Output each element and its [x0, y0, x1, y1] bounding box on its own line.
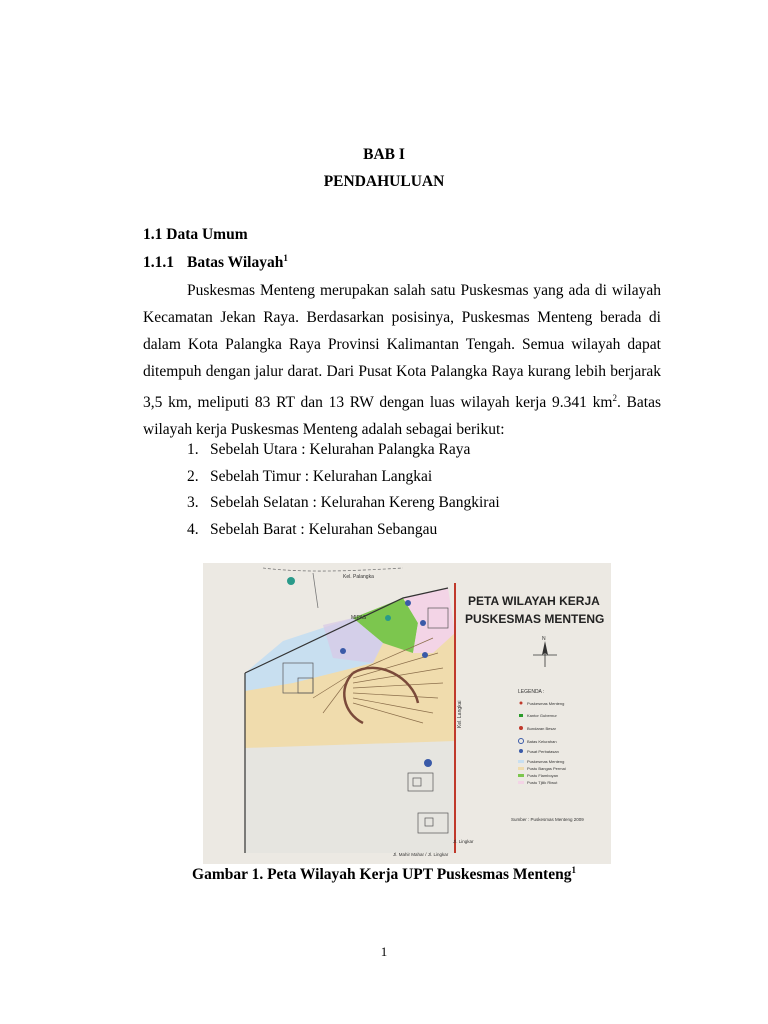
road-label: Kel. Langkai — [457, 700, 463, 728]
road-label: Kel. Palangka — [343, 574, 374, 580]
subsection-heading — [143, 253, 288, 272]
caption-text: Gambar 1. Peta Wilayah Kerja UPT Puskesmas Menteng — [192, 866, 572, 884]
page-number: 1 — [380, 944, 388, 959]
map-figure — [203, 563, 611, 864]
boundary-list — [187, 437, 500, 543]
svg-text:Sumber : Puskesmas Menteng 200: Sumber : Puskesmas Menteng 2009 — [511, 817, 584, 822]
superscript: 2 — [612, 393, 617, 403]
subsection-number: 1.1.1 — [143, 254, 174, 272]
svg-text:Bundaran Besar: Bundaran Besar — [527, 726, 556, 731]
section-number: 1.1 — [143, 226, 163, 243]
svg-text:Pusat Perbatasan: Pusat Perbatasan — [527, 749, 559, 754]
list-item: 3. Sebelah Selatan : Kelurahan Kereng Bangkirai — [187, 494, 500, 511]
paragraph-text-end: . Batas wilayah kerja Puskesmas Menteng adalah sebagai berikut: — [143, 394, 661, 439]
map-title-2: PUSKESMAS MENTENG — [465, 612, 605, 626]
caption-footnote: 1 — [571, 865, 576, 875]
road-label: Jl. Lingkar — [453, 839, 474, 844]
svg-text:N: N — [542, 636, 546, 642]
svg-text:Pustu Tjilik Riwut: Pustu Tjilik Riwut — [527, 780, 558, 785]
road-label: Jl. Mahir Mahar / Jl. Lingkar — [393, 852, 449, 857]
figure-caption — [0, 865, 768, 884]
road-label: MIPAS — [351, 615, 367, 621]
svg-text:Puskesmas Menteng: Puskesmas Menteng — [527, 759, 565, 764]
svg-text:Puskesmas Menteng: Puskesmas Menteng — [527, 701, 565, 706]
list-item: 4. Sebelah Barat : Kelurahan Sebangau — [187, 520, 438, 538]
svg-text:Pustu Flamboyan: Pustu Flamboyan — [527, 773, 559, 778]
region-south — [245, 738, 455, 853]
map-image — [203, 563, 611, 864]
list-item: 1. Sebelah Utara : Kelurahan Palangka Raya — [187, 441, 471, 458]
svg-text:Batas Kelurahan: Batas Kelurahan — [527, 739, 557, 744]
body-paragraph — [143, 277, 661, 443]
svg-text:LEGENDA :: LEGENDA : — [518, 689, 545, 695]
chapter-number: BAB I — [363, 146, 405, 163]
list-item: 2. Sebelah Timur : Kelurahan Langkai — [187, 467, 433, 485]
map-title-1: PETA WILAYAH KERJA — [468, 594, 600, 608]
svg-text:Kantor Gubernur: Kantor Gubernur — [527, 713, 557, 718]
paragraph-text: Puskesmas Menteng merupakan salah satu Puskesmas yang ada di wilayah Kecamatan Jekan Raya. Berdasarkan posisinya, Puskesmas Menteng berada di dalam Kota Palangka Raya Provinsi Kalimantan Tengah. Semua wilayah dapat ditempuh dengan jalur darat. Dari Pusat Kota Palangka Raya kurang lebih berjarak 3,5 km, meliputi 83 RT dan 13 RW dengan luas wilayah kerja 9.341 km — [143, 282, 661, 412]
section-heading — [143, 226, 248, 244]
footnote-ref: 1 — [283, 253, 288, 263]
svg-text:Pustu Bangas Permai: Pustu Bangas Permai — [527, 766, 566, 771]
chapter-title: PENDAHULUAN — [323, 173, 445, 190]
section-title: Data Umum — [166, 226, 248, 243]
subsection-title: Batas Wilayah — [187, 254, 284, 272]
